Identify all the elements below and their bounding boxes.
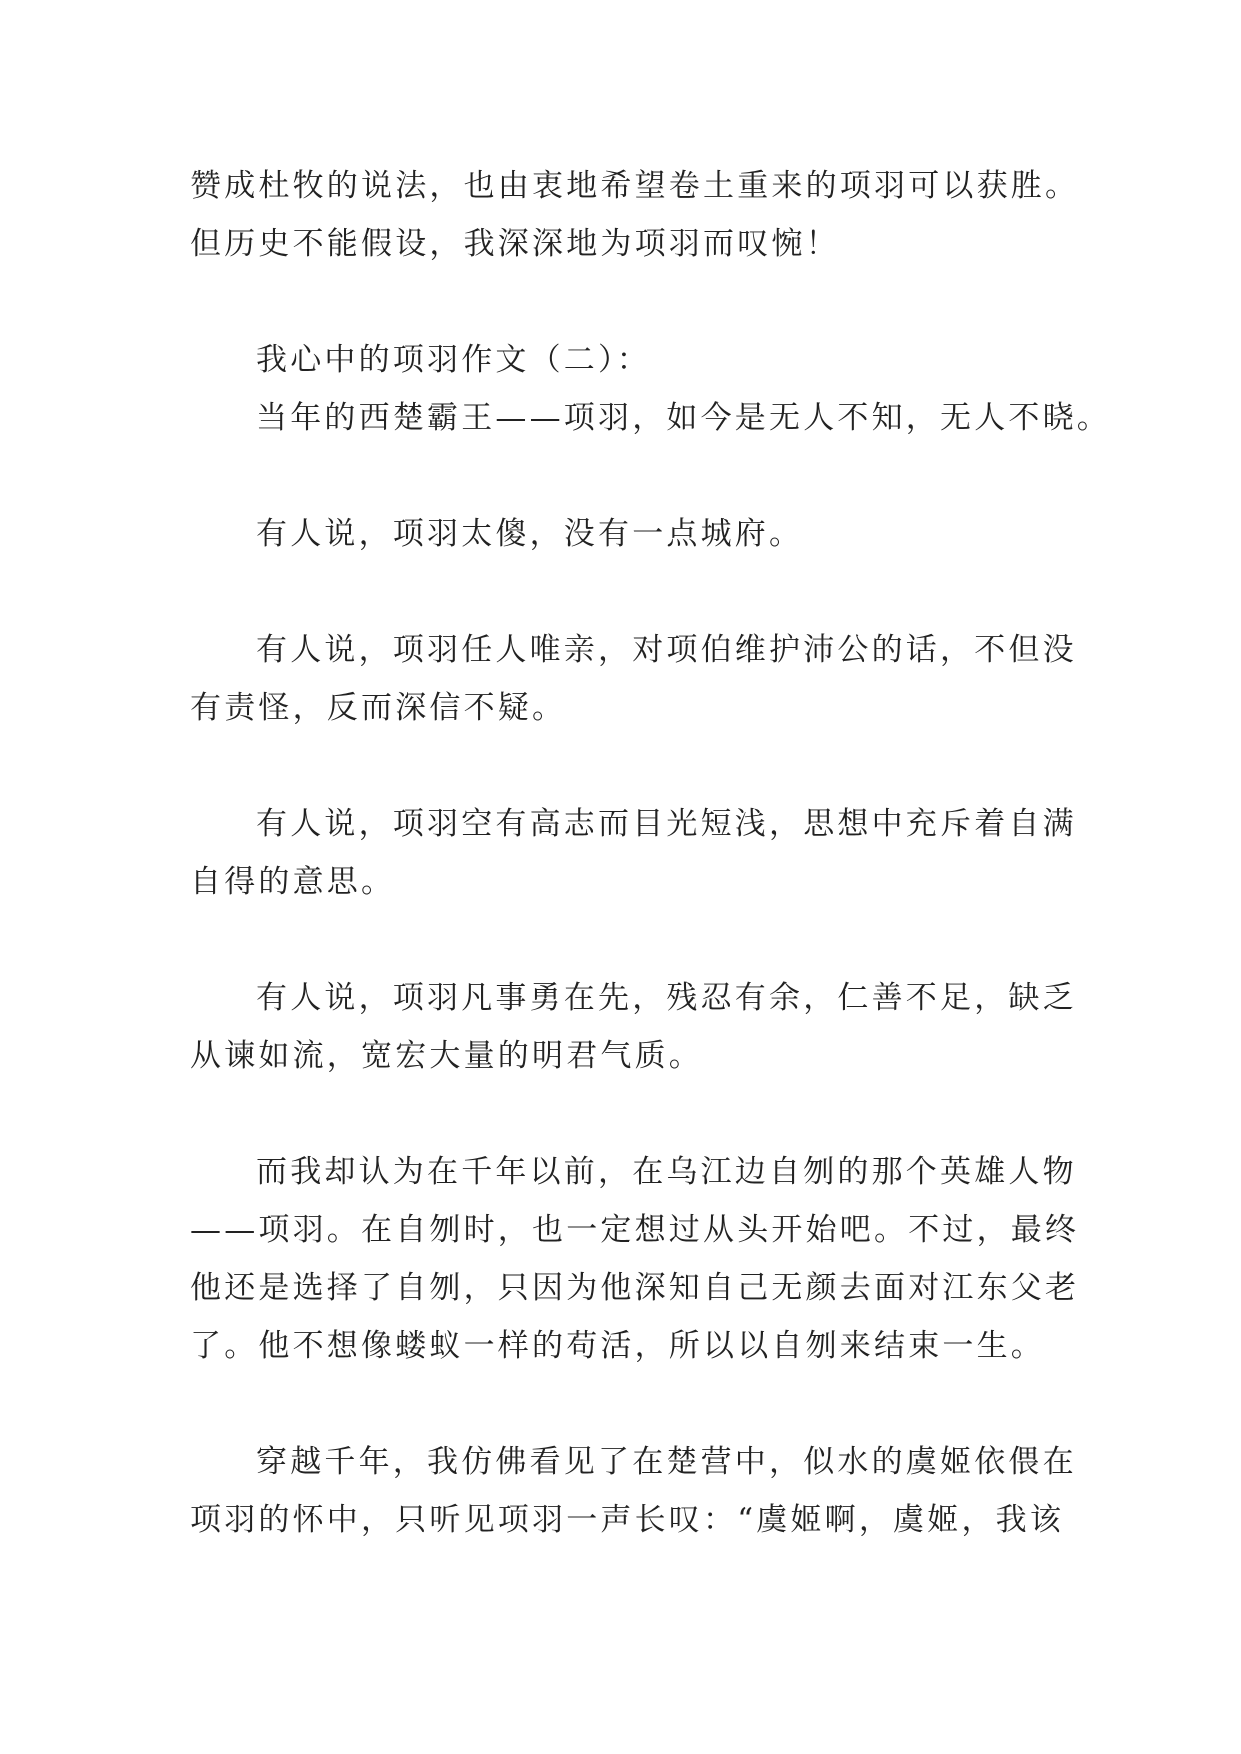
text-line-13: ——项羽。在自刎时，也一定想过从头开始吧。不过，最终 [190, 1212, 1080, 1248]
text-line-4: 当年的西楚霸王——项羽，如今是无人不知，无人不晓。 [256, 400, 1111, 436]
text-line-7: 有责怪，反而深信不疑。 [190, 690, 567, 726]
text-line-11: 从谏如流，宽宏大量的明君气质。 [190, 1038, 703, 1074]
text-line-14: 他还是选择了自刎，只因为他深知自己无颜去面对江东父老 [190, 1270, 1080, 1306]
text-line-5: 有人说，项羽太傻，没有一点城府。 [256, 516, 804, 552]
text-line-16: 穿越千年，我仿佛看见了在楚营中，似水的虞姬依偎在 [256, 1444, 1077, 1480]
text-line-17: 项羽的怀中，只听见项羽一声长叹：“虞姬啊，虞姬，我该 [190, 1502, 1065, 1538]
text-line-8: 有人说，项羽空有高志而目光短浅，思想中充斥着自满 [256, 806, 1077, 842]
text-line-9: 自得的意思。 [190, 864, 396, 900]
text-line-6: 有人说，项羽任人唯亲，对项伯维护沛公的话，不但没 [256, 632, 1077, 668]
text-line-10: 有人说，项羽凡事勇在先，残忍有余，仁善不足，缺乏 [256, 980, 1077, 1016]
text-line-15: 了。他不想像蝼蚁一样的苟活，所以以自刎来结束一生。 [190, 1328, 1045, 1364]
text-line-2: 但历史不能假设，我深深地为项羽而叹惋！ [190, 226, 840, 262]
text-line-1: 赞成杜牧的说法，也由衷地希望卷土重来的项羽可以获胜。 [190, 168, 1080, 204]
text-line-12: 而我却认为在千年以前，在乌江边自刎的那个英雄人物 [256, 1154, 1077, 1190]
section-heading: 我心中的项羽作文（二）： [256, 342, 651, 378]
